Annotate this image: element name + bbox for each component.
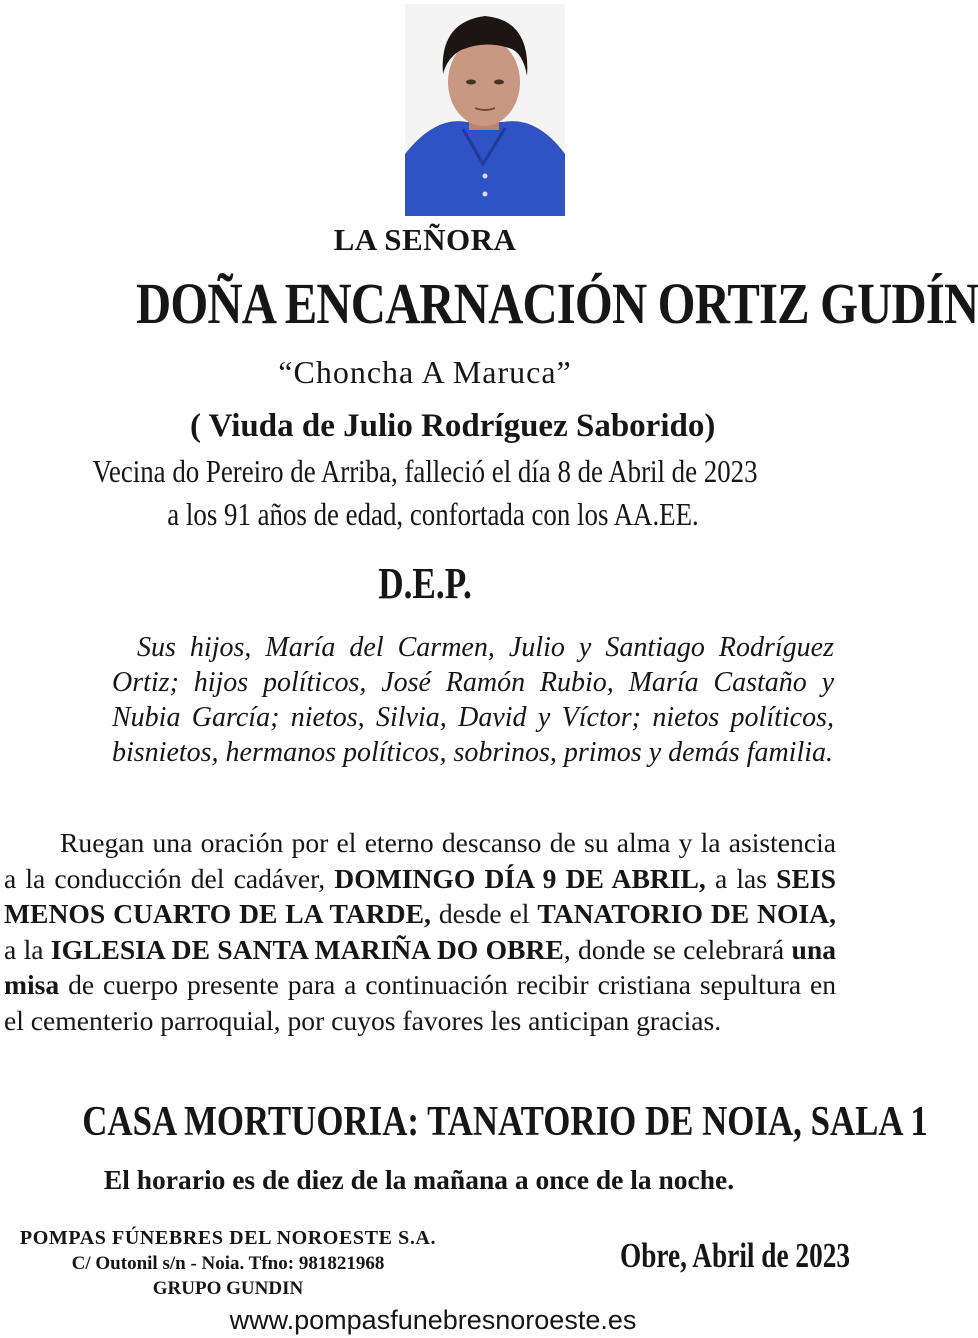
right-eye — [494, 80, 504, 85]
request-paragraph — [4, 825, 836, 1038]
residence-line-2: a los 91 años de edad, confortada con los AA.EE. — [167, 496, 699, 532]
left-eye — [466, 80, 476, 85]
dress — [405, 121, 565, 216]
request-origin: TANATORIO DE NOIA, — [537, 898, 836, 929]
request-text: a la — [4, 933, 44, 965]
request-time: SEIS MENOS CUARTO DE LA TARDE, — [4, 862, 836, 929]
rip-label: D.E.P. — [378, 559, 472, 608]
funeral-home-group: GRUPO GUNDIN — [152, 1278, 304, 1299]
request-text: a las — [714, 862, 767, 894]
dress-button — [483, 192, 488, 197]
portrait-photo — [405, 4, 565, 216]
request-church: IGLESIA DE SANTA MARIÑA DO OBRE — [50, 933, 564, 965]
funeral-home-block — [12, 1226, 444, 1301]
funeral-home-name: POMPAS FÚNEBRES DEL NOROESTE S.A. — [19, 1227, 437, 1249]
dress-button — [483, 174, 488, 179]
wake-location: CASA MORTUORIA: TANATORIO DE NOIA, SALA 1 — [82, 1099, 928, 1145]
request-mass: una misa — [4, 933, 837, 1000]
title-label: LA SEÑORA — [333, 222, 517, 257]
request-date: DOMINGO DÍA 9 DE ABRIL, — [334, 862, 706, 894]
request-text: , donde se celebrará — [563, 933, 785, 965]
family-paragraph: Sus hijos, María del Carmen, Julio y Santiago Rodríguez Ortiz; hijos políticos, José Ramón Rubio, María Castaño y Nubia García; nietos, Silvia, David y Víctor; nietos políticos, bisnietos, hermanos políticos, sobrinos, primos y demás familia. — [112, 632, 834, 768]
request-text: de cuerpo presente para a continuación recibir cristiana sepultura en el cementerio parroquial, por cuyos favores les anticipan gracias. — [4, 969, 836, 1036]
visiting-hours: El horario es de diez de la mañana a once de la noche. — [103, 1164, 735, 1195]
request-text: desde el — [438, 898, 530, 929]
nickname: “Choncha A Maruca” — [278, 354, 572, 390]
widow-line: ( Viuda de Julio Rodríguez Saborido) — [190, 408, 716, 444]
funeral-home-address: C/ Outonil s/n - Noia. Tfno: 981821968 — [71, 1253, 385, 1274]
website-link[interactable]: www.pompasfunebresnoroeste.es — [229, 1305, 637, 1335]
residence-line-1: Vecina do Pereiro de Arriba, falleció el día 8 de Abril de 2023 — [92, 453, 758, 489]
place-date: Obre, Abril de 2023 — [620, 1236, 851, 1275]
request-text: Ruegan una oración por el eterno descanso de su alma y la asistencia a la conducción del cadáver, — [4, 827, 836, 894]
portrait-illustration — [405, 4, 565, 216]
deceased-name: DOÑA ENCARNACIÓN ORTIZ GUDÍN — [136, 271, 978, 336]
